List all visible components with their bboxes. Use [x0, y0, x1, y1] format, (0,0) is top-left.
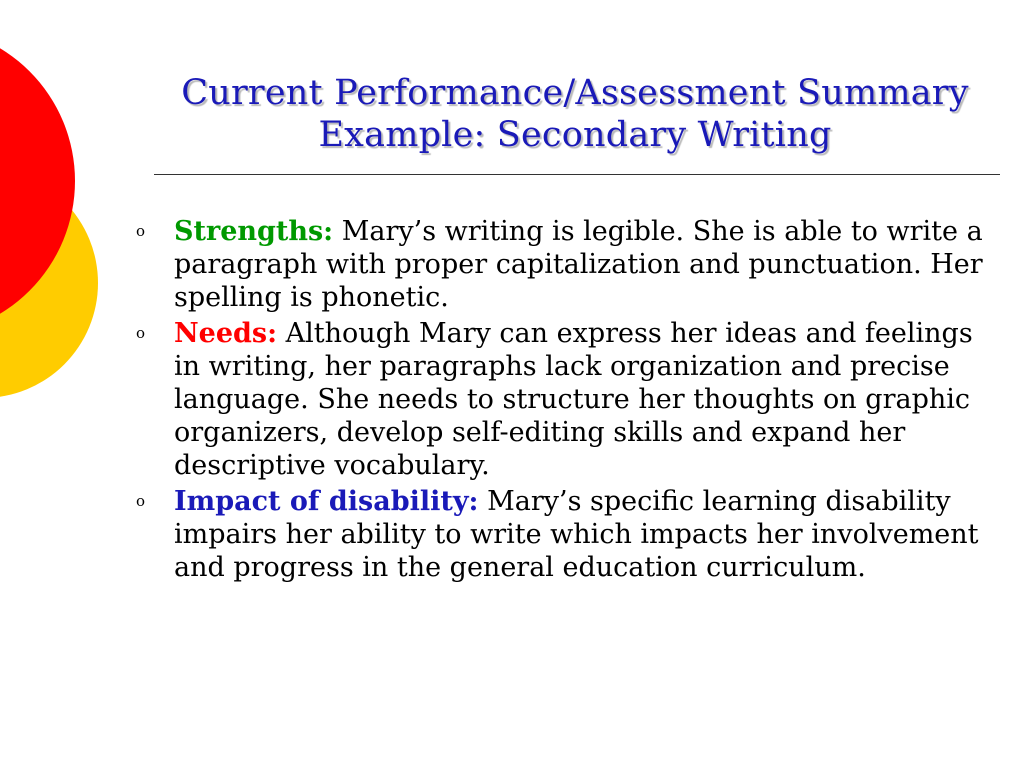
impact-label: Impact of disability: [174, 486, 479, 517]
slide-title-line-1: Current Performance/Assessment Summary [181, 73, 969, 113]
bullet-list [134, 215, 994, 587]
bullet-needs [134, 317, 994, 482]
bullet-marker-icon: o [136, 324, 146, 342]
needs-label: Needs: [174, 318, 278, 349]
strengths-text: Mary’s writing is legible. She is able to write a paragraph with proper capitalization and punctuation. Her spelling is phonetic. [174, 216, 983, 313]
bullet-marker-icon: o [136, 222, 146, 240]
bullet-marker-icon: o [136, 492, 146, 510]
impact-text: Mary’s specific learning disability impairs her ability to write which impacts her involvement and progress in the general education curriculum. [174, 486, 979, 583]
needs-text: Although Mary can express her ideas and feelings in writing, her paragraphs lack organization and precise language. She needs to structure her thoughts on graphic organizers, develop self-editing skills and expand her descriptive vocabulary. [174, 318, 973, 481]
strengths-label: Strengths: [174, 216, 334, 247]
slide-title-line-2: Example: Secondary Writing [318, 115, 832, 155]
bullet-impact [134, 485, 994, 584]
slide-title [120, 72, 1024, 156]
title-divider [154, 174, 1000, 175]
bullet-strengths [134, 215, 994, 314]
